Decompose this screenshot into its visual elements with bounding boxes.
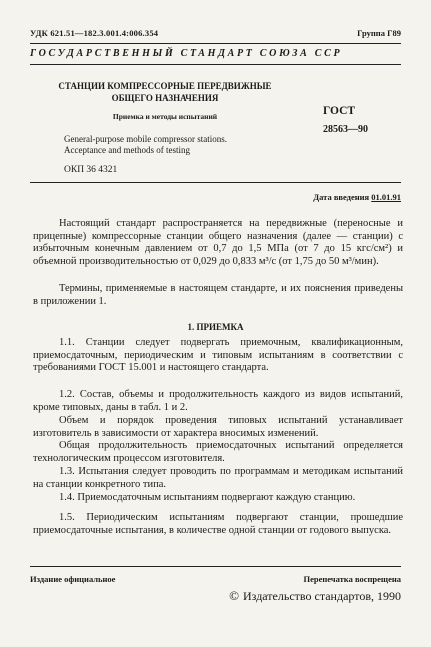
group-code: Группа Г89 [357, 28, 401, 38]
english-title-line2: Acceptance and methods of testing [64, 145, 190, 155]
clause-1-1: 1.1. Станции следует подвергать приемочным, квалификационным, приемосдаточным, периодическим и типовым испытаниям в соответствии с требованиями ГОСТ 15.001 и настоящего стандарта. [33, 337, 403, 373]
gost-label: ГОСТ [323, 105, 356, 117]
intro-date-value: 01.01.91 [371, 192, 401, 202]
copyright-text: Издательство стандартов, 1990 [243, 589, 401, 603]
intro-paragraph: Настоящий стандарт распространяется на передвижные (переносные и прицепные) компрессорные станции общего назначения (далее — станции) с избыточным конечным давлением от 0,7 до 1,5 МПа (от 7 до 15 кгс/см²) и объемной производительностью от 0,029 до 0,833 м³/с (от 1,75 до 50 м³/мин). [33, 218, 403, 267]
document-title-line1: СТАНЦИИ КОМПРЕССОРНЫЕ ПЕРЕДВИЖНЫЕ [58, 81, 272, 91]
gost-number: 28563—90 [323, 124, 368, 135]
copyright-icon: © [229, 588, 239, 603]
clause-1-3: 1.3. Испытания следует проводить по программам и методикам испытаний на станции конкретного типа. [33, 466, 403, 490]
clause-1-2-scope: Объем и порядок проведения типовых испытаний устанавливает изготовитель в зависимости от характера вносимых изменений. [33, 415, 403, 439]
okp-code: ОКП 36 4321 [64, 165, 118, 175]
intro-date [313, 192, 401, 202]
clause-1-5: 1.5. Периодическим испытаниям подвергают станции, прошедшие приемосдаточные испытания, в количестве одной станции от годового выпуска. [33, 512, 403, 536]
intro-date-label: Дата введения [313, 192, 370, 202]
copyright-line [229, 588, 401, 604]
english-title-line1: General-purpose mobile compressor stations. [64, 134, 227, 144]
document-subtitle: Приемка и методы испытаний [112, 112, 218, 121]
okp-rule [30, 182, 401, 183]
clause-1-2: 1.2. Состав, объемы и продолжительность каждого из видов испытаний, кроме типовых, даны в табл. 1 и 2. [33, 389, 403, 413]
section-heading: 1. ПРИЕМКА [187, 322, 244, 332]
header-rule-top [30, 43, 401, 44]
reprint-prohibited-label: Перепечатка воспрещена [303, 574, 401, 584]
clause-1-4: 1.4. Приемосдаточным испытаниям подвергают каждую станцию. [59, 492, 356, 503]
terms-paragraph: Термины, применяемые в настоящем стандарте, и их пояснения приведены в приложении 1. [33, 283, 403, 307]
document-title-line2: ОБЩЕГО НАЗНАЧЕНИЯ [111, 93, 219, 103]
state-standard-heading: ГОСУДАРСТВЕННЫЙ СТАНДАРТ СОЮЗА ССР [30, 48, 343, 59]
clause-1-2-duration: Общая продолжительность приемосдаточных испытаний определяется технологическим процессом изготовителя. [33, 440, 403, 464]
footer-rule [30, 566, 401, 567]
document-title [30, 80, 300, 104]
udk-code: УДК 621.51—182.3.001.4:006.354 [30, 28, 159, 38]
english-title [64, 134, 227, 156]
header-rule-bottom [30, 64, 401, 65]
official-edition-label: Издание официальное [30, 574, 116, 584]
